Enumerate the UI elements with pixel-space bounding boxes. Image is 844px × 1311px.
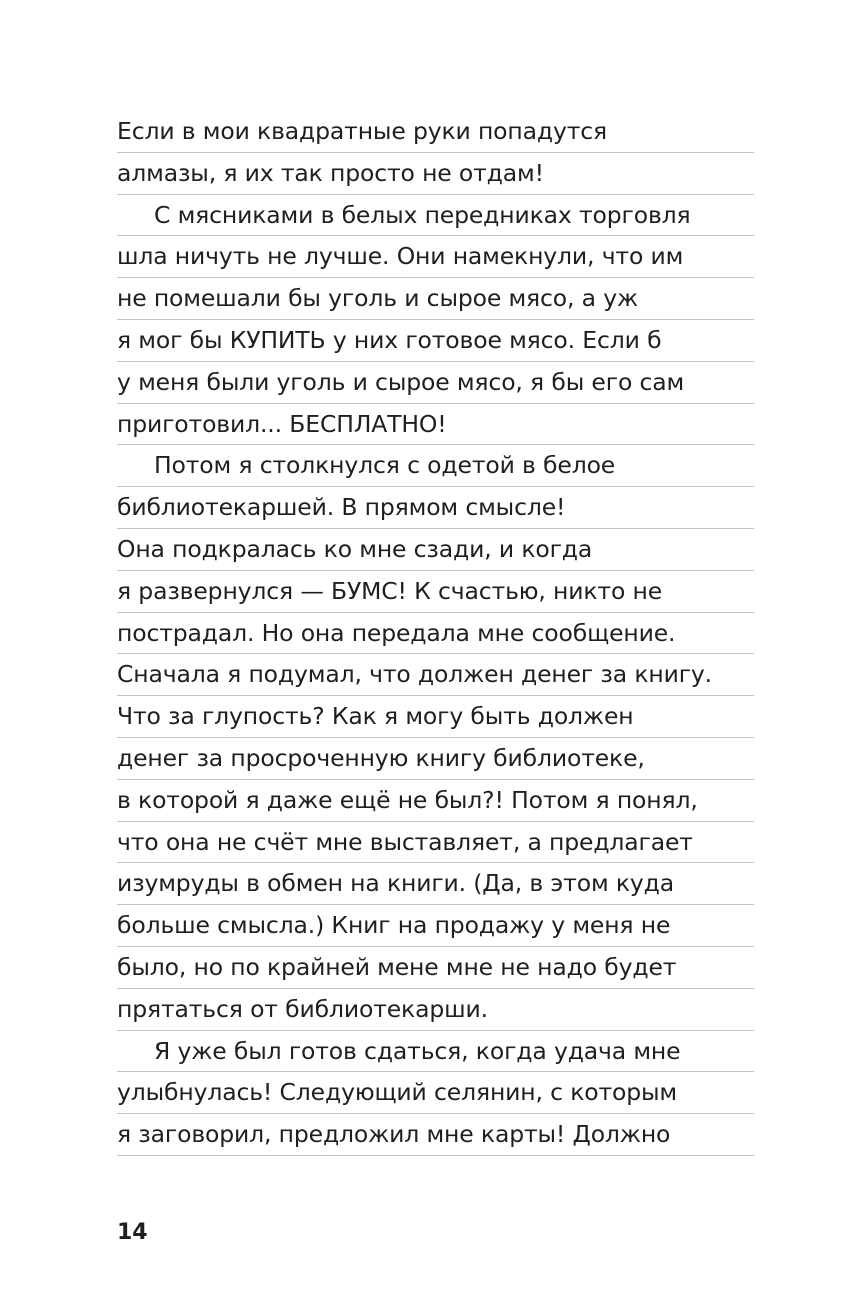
text-line: Если в мои квадратные руки попадутся bbox=[117, 111, 754, 153]
text-line: алмазы, я их так просто не отдам! bbox=[117, 153, 754, 195]
text-line: не помешали бы уголь и сырое мясо, а уж bbox=[117, 278, 754, 320]
text-line: прятаться от библиотекарши. bbox=[117, 989, 754, 1031]
page-number: 14 bbox=[117, 1220, 148, 1245]
text-line: я мог бы КУПИТЬ у них готовое мясо. Если б bbox=[117, 320, 754, 362]
text-line: я развернулся — БУМС! К счастью, никто не bbox=[117, 571, 754, 613]
text-line: библиотекаршей. В прямом смысле! bbox=[117, 487, 754, 529]
text-line: денег за просроченную книгу библиотеке, bbox=[117, 738, 754, 780]
text-line: было, но по крайней мене мне не надо будет bbox=[117, 947, 754, 989]
text-line: Я уже был готов сдаться, когда удача мне bbox=[117, 1031, 754, 1073]
text-line: приготовил... БЕСПЛАТНО! bbox=[117, 404, 754, 446]
text-line: изумруды в обмен на книги. (Да, в этом куда bbox=[117, 863, 754, 905]
text-line: у меня были уголь и сырое мясо, я бы его сам bbox=[117, 362, 754, 404]
text-line: шла ничуть не лучше. Они намекнули, что им bbox=[117, 236, 754, 278]
text-line: Она подкралась ко мне сзади, и когда bbox=[117, 529, 754, 571]
ruled-text-block bbox=[117, 111, 754, 1156]
text-line: Сначала я подумал, что должен денег за книгу. bbox=[117, 654, 754, 696]
text-line: я заговорил, предложил мне карты! Должно bbox=[117, 1114, 754, 1156]
text-line: Что за глупость? Как я могу быть должен bbox=[117, 696, 754, 738]
text-line: больше смысла.) Книг на продажу у меня не bbox=[117, 905, 754, 947]
text-line: что она не счёт мне выставляет, а предлагает bbox=[117, 822, 754, 864]
text-line: С мясниками в белых передниках торговля bbox=[117, 195, 754, 237]
text-line: улыбнулась! Следующий селянин, с которым bbox=[117, 1072, 754, 1114]
text-line: пострадал. Но она передала мне сообщение. bbox=[117, 613, 754, 655]
text-line: в которой я даже ещё не был?! Потом я понял, bbox=[117, 780, 754, 822]
text-line: Потом я столкнулся с одетой в белое bbox=[117, 445, 754, 487]
